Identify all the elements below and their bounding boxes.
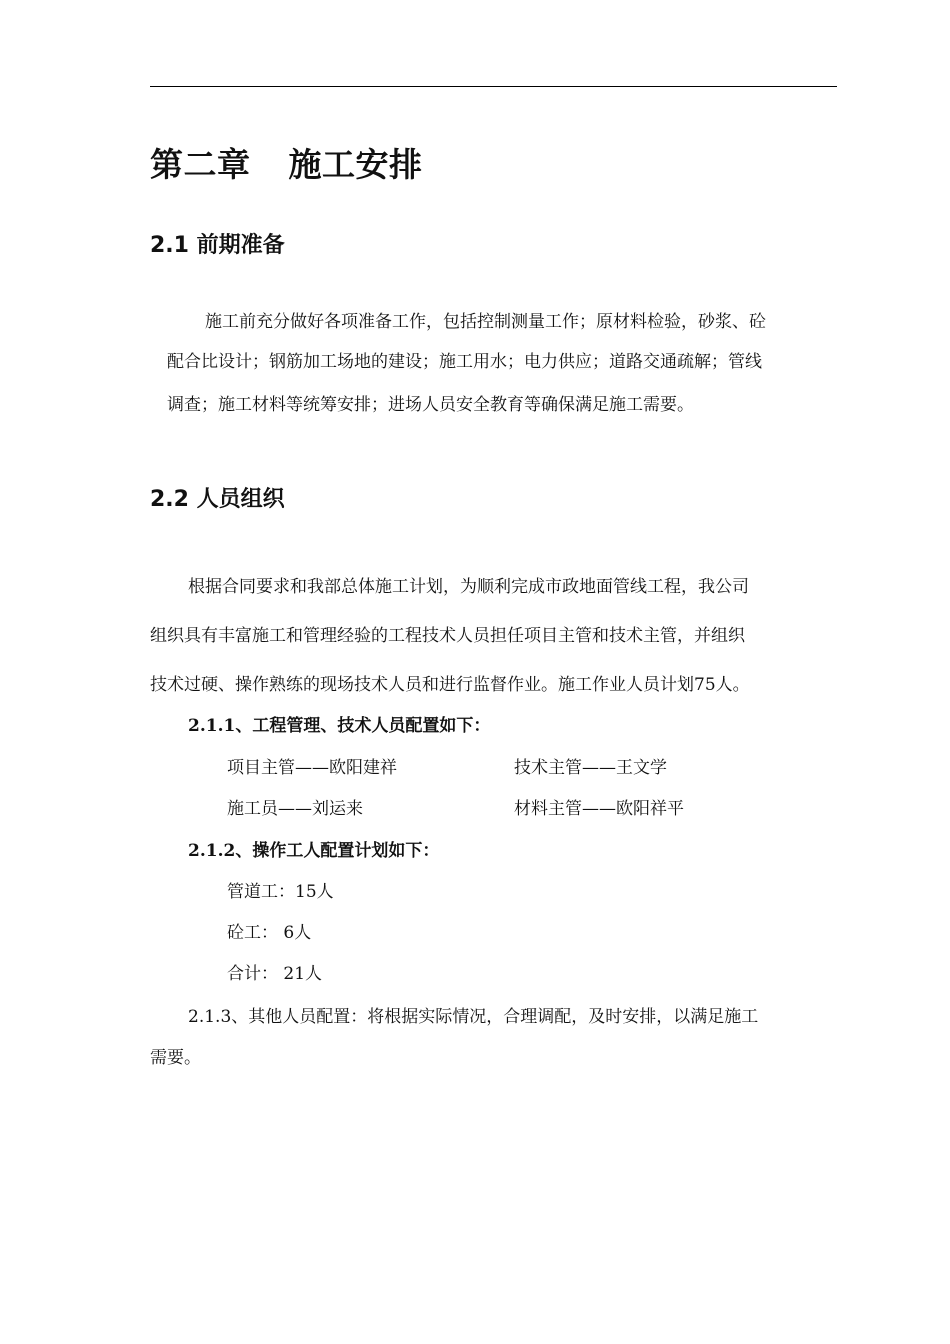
paragraph-line: 组织具有丰富施工和管理经验的工程技术人员担任项目主管和技术主管，并组织 <box>150 626 745 646</box>
staff-entry: 项目主管——欧阳建祥 <box>227 758 397 778</box>
staff-entry: 技术主管——王文学 <box>514 758 667 778</box>
header-rule <box>150 86 837 87</box>
subsection-title-2-1-2: 2.1.2、操作工人配置计划如下： <box>188 841 440 861</box>
worker-entry: 砼工： 6人 <box>227 923 312 943</box>
section-heading-2-2: 2.2 人员组织 <box>150 487 285 512</box>
staff-entry: 材料主管——欧阳祥平 <box>514 799 684 819</box>
paragraph-line: 施工前充分做好各项准备工作，包括控制测量工作；原材料检验，砂浆、砼 <box>205 312 766 332</box>
subsection-title-2-1-1: 2.1.1、工程管理、技术人员配置如下： <box>188 716 491 736</box>
paragraph-line: 配合比设计；钢筋加工场地的建设；施工用水；电力供应；道路交通疏解；管线 <box>167 352 762 372</box>
chapter-name: 施工安排 <box>288 145 423 184</box>
section-heading-2-1: 2.1 前期准备 <box>150 233 285 258</box>
worker-entry: 管道工：15人 <box>227 882 334 902</box>
chapter-number: 第二章 <box>150 145 251 184</box>
subsection-2-1-3-line: 需要。 <box>150 1048 201 1068</box>
staff-entry: 施工员——刘运来 <box>227 799 363 819</box>
chapter-title <box>150 139 423 186</box>
worker-entry: 合计： 21人 <box>227 964 323 984</box>
paragraph-line: 技术过硬、操作熟练的现场技术人员和进行监督作业。施工作业人员计划75人。 <box>150 675 750 695</box>
subsection-2-1-3-line: 2.1.3、其他人员配置：将根据实际情况，合理调配，及时安排，以满足施工 <box>188 1007 759 1027</box>
paragraph-line: 调查；施工材料等统筹安排；进场人员安全教育等确保满足施工需要。 <box>167 395 694 415</box>
paragraph-line: 根据合同要求和我部总体施工计划，为顺利完成市政地面管线工程，我公司 <box>188 577 749 597</box>
